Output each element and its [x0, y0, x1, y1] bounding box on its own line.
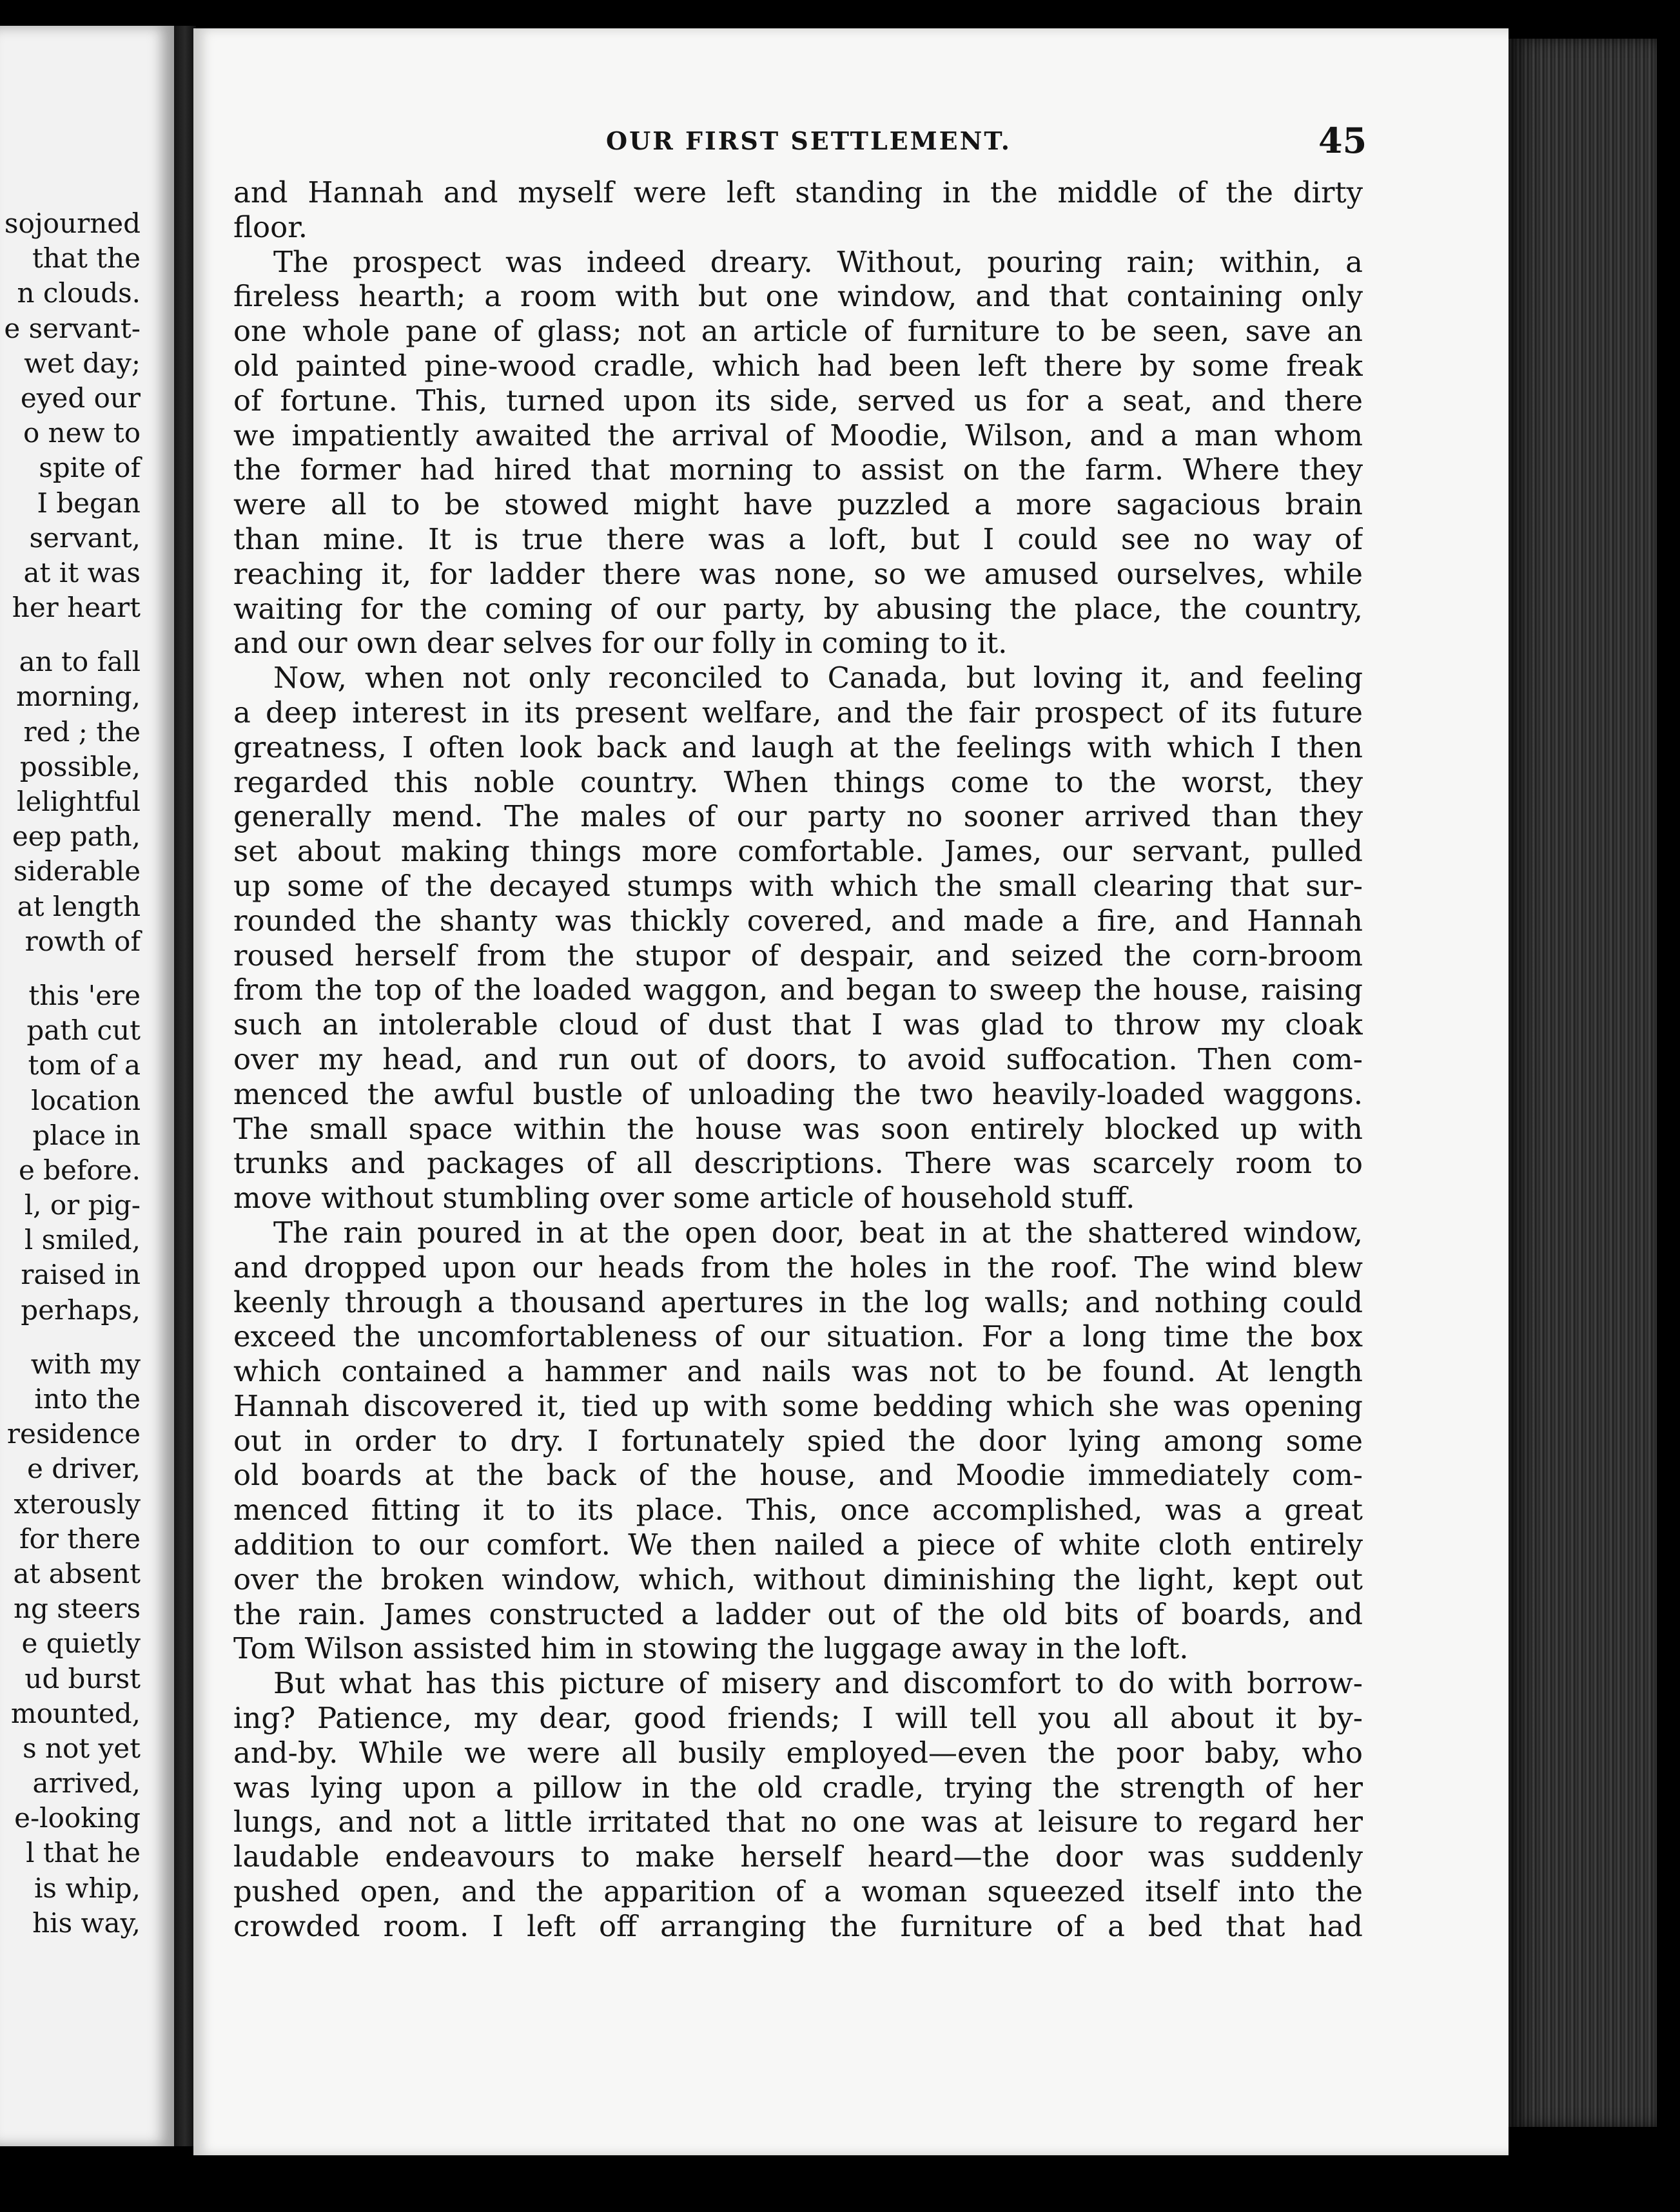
text-line: The prospect was indeed dreary. Without, pouring rain; within, a: [273, 244, 1363, 279]
text-line: rounded the shanty was thickly covered, and made a fire, and Hannah: [233, 903, 1363, 938]
facing-page-line: mounted,: [10, 1697, 141, 1729]
text-line: keenly through a thousand apertures in the log walls; and nothing could: [233, 1285, 1363, 1319]
body-text: [233, 175, 1363, 1944]
facing-page-line: perhaps,: [21, 1294, 141, 1326]
facing-page-line: sojourned: [4, 208, 141, 239]
facing-page-line: an to fall: [19, 646, 141, 678]
facing-page-line: at length: [17, 890, 141, 922]
paragraph-gap: [4, 1328, 141, 1347]
page-number: 45: [1318, 120, 1367, 161]
text-line: Tom Wilson assisted him in stowing the luggage away in the loft.: [233, 1631, 1189, 1666]
text-line: was lying upon a pillow in the old cradle, trying the strength of her: [233, 1770, 1363, 1805]
text-line: exceed the uncomfortableness of our situation. For a long time the box: [233, 1319, 1363, 1354]
facing-page-line: wet day;: [24, 347, 141, 379]
page-edges: [1509, 39, 1657, 2127]
text-line: trunks and packages of all descriptions. There was scarcely room to: [233, 1146, 1363, 1181]
facing-page-line: rowth of: [24, 925, 141, 957]
text-line: old boards at the back of the house, and Moodie immediately com-: [233, 1458, 1363, 1493]
facing-page-line: at absent: [13, 1557, 141, 1589]
text-line: over the broken window, which, without diminishing the light, kept out: [233, 1562, 1363, 1596]
facing-page-line: into the: [34, 1383, 141, 1415]
text-line: and-by. While we were all busily employed—even the poor baby, who: [233, 1735, 1363, 1770]
text-line: old painted pine-wood cradle, which had been left there by some freak: [233, 348, 1363, 383]
facing-page-line: morning,: [16, 681, 141, 713]
facing-page-line: l, or pig-: [24, 1189, 141, 1221]
facing-page-line: arrived,: [32, 1767, 141, 1800]
text-line: menced the awful bustle of unloading the two heavily-loaded waggons.: [233, 1076, 1363, 1111]
facing-page-line: location: [31, 1084, 141, 1116]
facing-page-line: e quietly: [21, 1627, 141, 1660]
facing-page-line: siderable: [13, 855, 141, 888]
facing-page-line: with my: [30, 1348, 141, 1380]
page-right: [193, 28, 1509, 2155]
facing-page-line: I began: [37, 487, 141, 519]
facing-page-line: his way,: [32, 1906, 141, 1939]
text-line: The small space within the house was soon entirely blocked up with: [233, 1111, 1363, 1146]
facing-page-line: tom of a: [28, 1049, 141, 1082]
text-line: a deep interest in its present welfare, and the fair prospect of its future: [233, 695, 1363, 730]
text-line: Hannah discovered it, tied up with some bedding which she was opening: [233, 1388, 1363, 1423]
facing-page-line: spite of: [39, 452, 141, 484]
page-header: [193, 120, 1509, 171]
facing-page-line: o new to: [23, 417, 141, 449]
text-line: waiting for the coming of our party, by abusing the place, the country,: [233, 591, 1363, 626]
facing-page-line: place in: [32, 1119, 141, 1151]
text-line: fireless hearth; a room with but one window, and that containing only: [233, 279, 1363, 314]
text-line: crowded room. I left off arranging the furniture of a bed that had: [233, 1908, 1363, 1943]
facing-page-line: raised in: [21, 1259, 141, 1291]
facing-page-line: her heart: [12, 592, 141, 624]
facing-page-line: that the: [32, 242, 141, 275]
text-line: menced fitting it to its place. This, once accomplished, was a great: [233, 1493, 1363, 1528]
facing-page-line: servant,: [29, 521, 141, 554]
facing-page-line: for there: [19, 1522, 141, 1555]
text-line: Now, when not only reconciled to Canada, but loving it, and feeling: [273, 661, 1363, 695]
text-line: the rain. James constructed a ladder out of the old bits of boards, and: [233, 1596, 1363, 1631]
facing-page-line: path cut: [26, 1014, 141, 1047]
facing-page-line: s not yet: [23, 1732, 141, 1764]
text-line: regarded this noble country. When things come to the worst, they: [233, 764, 1363, 799]
text-line: laudable endeavours to make herself heard—the door was suddenly: [233, 1839, 1363, 1874]
text-line: floor.: [233, 209, 308, 244]
text-line: out in order to dry. I fortunately spied the door lying among some: [233, 1423, 1363, 1458]
text-line: The rain poured in at the open door, beat in at the shattered window,: [273, 1215, 1363, 1250]
facing-page-line: xterously: [14, 1488, 141, 1520]
facing-page-line: red ; the: [23, 715, 141, 748]
text-line: lungs, and not a little irritated that no one was at leisure to regard her: [233, 1805, 1363, 1839]
text-line: such an intolerable cloud of dust that I was glad to throw my cloak: [233, 1007, 1363, 1042]
text-line: But what has this picture of misery and discomfort to do with borrow-: [273, 1666, 1363, 1701]
text-line: ing? Patience, my dear, good friends; I will tell you all about it by-: [233, 1701, 1363, 1736]
paragraph-gap: [4, 625, 141, 645]
text-line: one whole pane of glass; not an article of furniture to be seen, save an: [233, 314, 1363, 349]
facing-page-line: n clouds.: [17, 277, 141, 309]
facing-page-line: l that he: [26, 1837, 141, 1869]
facing-page-line: residence: [6, 1418, 141, 1450]
running-head: OUR FIRST SETTLEMENT.: [606, 126, 1011, 155]
facing-page-line: possible,: [19, 750, 141, 782]
text-line: greatness, I often look back and laugh at the feelings with which I then: [233, 730, 1363, 764]
facing-page-line: is whip,: [34, 1872, 141, 1904]
text-line: and dropped upon our heads from the holes in the roof. The wind blew: [233, 1250, 1363, 1285]
text-line: set about making things more comfortable. James, our servant, pulled: [233, 834, 1363, 869]
text-line: roused herself from the stupor of despair, and seized the corn-broom: [233, 938, 1363, 973]
text-line: the former had hired that morning to assist on the farm. Where they: [233, 452, 1363, 487]
text-line: move without stumbling over some article of household stuff.: [233, 1181, 1135, 1216]
facing-page-line: e before.: [18, 1154, 141, 1186]
facing-page-line: eep path,: [12, 820, 141, 853]
facing-page-line: e-looking: [14, 1802, 141, 1834]
text-line: which contained a hammer and nails was not to be found. At length: [233, 1354, 1363, 1389]
text-line: addition to our comfort. We then nailed a piece of white cloth entirely: [233, 1528, 1363, 1562]
facing-page-line: eyed our: [20, 382, 141, 414]
book-gutter: [174, 26, 196, 2146]
text-line: over my head, and run out of doors, to avoid suffocation. Then com-: [233, 1042, 1363, 1076]
facing-page-line: at it was: [23, 556, 141, 588]
text-line: and Hannah and myself were left standing in the middle of the dirty: [233, 175, 1363, 209]
text-line: up some of the decayed stumps with which the small clearing that sur-: [233, 868, 1363, 903]
text-line: from the top of the loaded waggon, and began to sweep the house, raising: [233, 973, 1363, 1007]
text-line: than mine. It is true there was a loft, but I could see no way of: [233, 521, 1363, 556]
paragraph-gap: [4, 959, 141, 978]
text-line: we impatiently awaited the arrival of Moodie, Wilson, and a man whom: [233, 418, 1363, 452]
facing-page-line: ud burst: [24, 1662, 141, 1694]
text-line: were all to be stowed might have puzzled a more sagacious brain: [233, 487, 1363, 522]
facing-page-line: e servant-: [4, 312, 141, 344]
facing-page-line: l smiled,: [24, 1224, 141, 1256]
facing-page-line: lelightful: [17, 786, 141, 817]
text-line: of fortune. This, turned upon its side, served us for a seat, and there: [233, 383, 1363, 418]
text-line: and our own dear selves for our folly in coming to it.: [233, 626, 1008, 661]
text-line: generally mend. The males of our party no sooner arrived than they: [233, 799, 1363, 834]
facing-page-text: [4, 206, 141, 1941]
facing-page-line: this 'ere: [28, 979, 141, 1011]
facing-page-left: [0, 26, 174, 2146]
facing-page-line: e driver,: [27, 1453, 141, 1485]
text-line: reaching it, for ladder there was none, so we amused ourselves, while: [233, 556, 1363, 591]
text-line: pushed open, and the apparition of a woman squeezed itself into the: [233, 1874, 1363, 1909]
facing-page-line: ng steers: [13, 1593, 141, 1625]
